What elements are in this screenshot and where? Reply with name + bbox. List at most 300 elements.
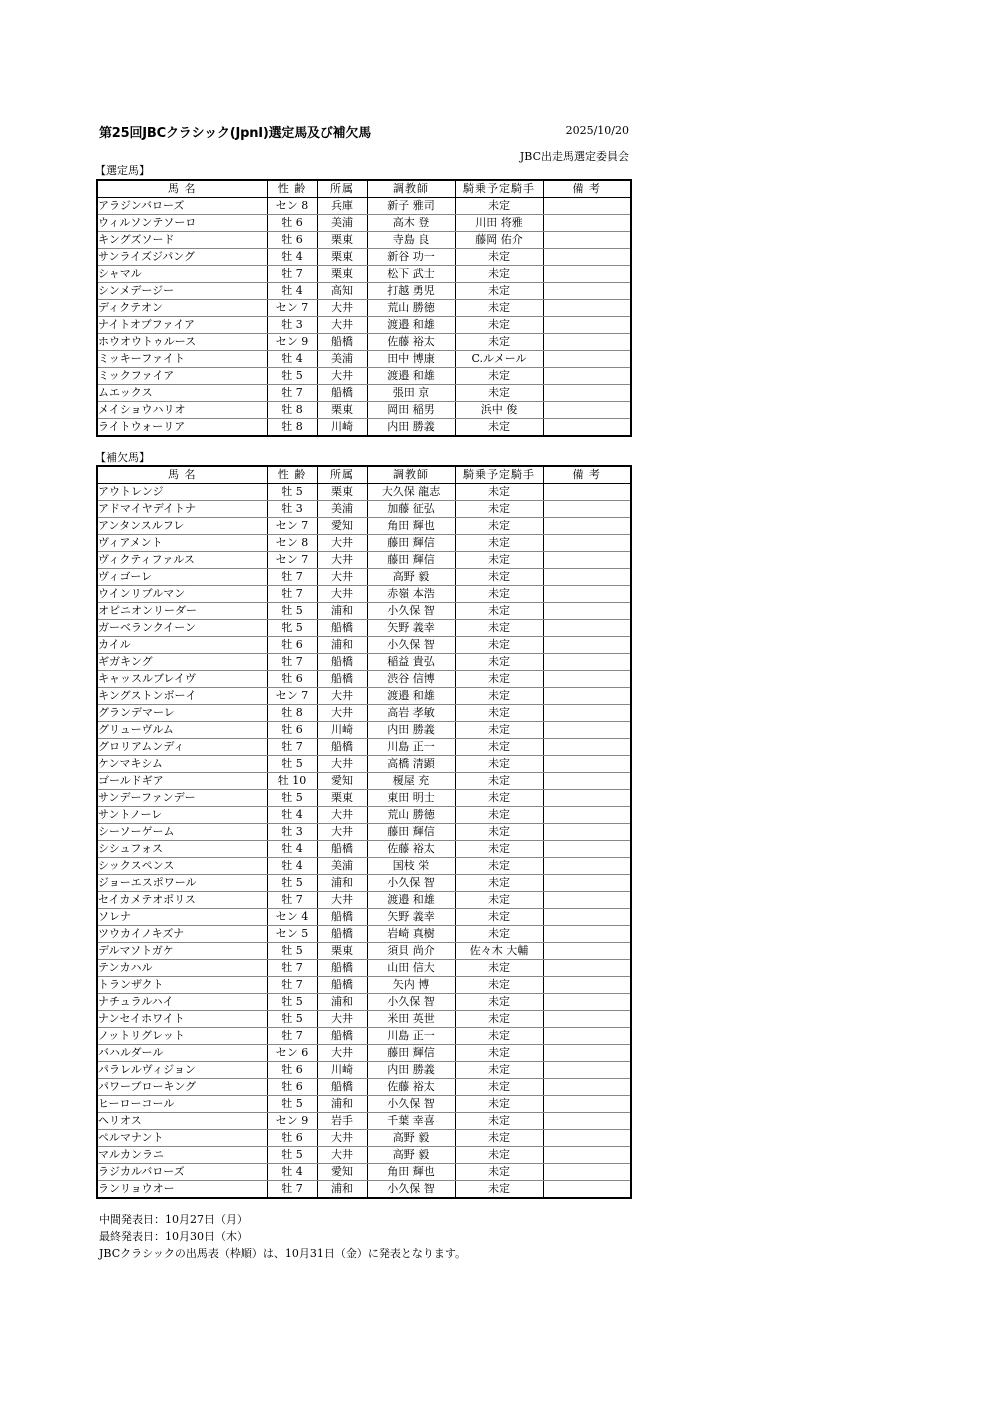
- remarks-cell: [543, 1181, 631, 1199]
- table-row: [97, 317, 631, 334]
- col-horse-name: 馬 名: [97, 466, 267, 484]
- remarks-cell: [543, 909, 631, 926]
- trainer-cell: 打越 勇児: [367, 283, 455, 300]
- remarks-cell: [543, 215, 631, 232]
- sex-age-cell: 牡 6: [267, 1079, 317, 1096]
- affiliation-cell: 浦和: [317, 1181, 367, 1199]
- sex-age-cell: 牝 5: [267, 620, 317, 637]
- trainer-cell: 高岩 孝敏: [367, 705, 455, 722]
- horse-name-cell: パワーブローキング: [97, 1079, 267, 1096]
- horse-name-cell: ヴィアメント: [97, 535, 267, 552]
- table-row: [97, 960, 631, 977]
- affiliation-cell: 栗東: [317, 484, 367, 501]
- trainer-cell: 米田 英世: [367, 1011, 455, 1028]
- affiliation-cell: 船橋: [317, 654, 367, 671]
- trainer-cell: 渡邉 和雄: [367, 688, 455, 705]
- horse-name-cell: ランリョウオー: [97, 1181, 267, 1199]
- trainer-cell: 佐藤 裕太: [367, 1079, 455, 1096]
- jockey-cell: 未定: [455, 671, 543, 688]
- table-row: [97, 1011, 631, 1028]
- remarks-cell: [543, 402, 631, 419]
- affiliation-cell: 栗東: [317, 790, 367, 807]
- sex-age-cell: 牡 5: [267, 484, 317, 501]
- table-row: [97, 824, 631, 841]
- jockey-cell: 佐々木 大輔: [455, 943, 543, 960]
- table-row: [97, 215, 631, 232]
- horse-name-cell: ムエックス: [97, 385, 267, 402]
- trainer-cell: 佐藤 裕太: [367, 334, 455, 351]
- table-row: [97, 943, 631, 960]
- jockey-cell: 未定: [455, 926, 543, 943]
- trainer-cell: 田中 博康: [367, 351, 455, 368]
- sex-age-cell: 牡 7: [267, 1028, 317, 1045]
- affiliation-cell: 大井: [317, 317, 367, 334]
- remarks-cell: [543, 960, 631, 977]
- table-row: [97, 739, 631, 756]
- trainer-cell: 千葉 幸喜: [367, 1113, 455, 1130]
- trainer-cell: 小久保 智: [367, 603, 455, 620]
- jockey-cell: 浜中 俊: [455, 402, 543, 419]
- trainer-cell: 小久保 智: [367, 637, 455, 654]
- sex-age-cell: 牡 8: [267, 419, 317, 437]
- remarks-cell: [543, 501, 631, 518]
- jockey-cell: 未定: [455, 385, 543, 402]
- horse-name-cell: デルマソトガケ: [97, 943, 267, 960]
- jockey-cell: 未定: [455, 300, 543, 317]
- affiliation-cell: 船橋: [317, 909, 367, 926]
- affiliation-cell: 美浦: [317, 351, 367, 368]
- sex-age-cell: セン 7: [267, 688, 317, 705]
- trainer-cell: 高木 登: [367, 215, 455, 232]
- sex-age-cell: 牡 7: [267, 385, 317, 402]
- sex-age-cell: 牡 6: [267, 671, 317, 688]
- affiliation-cell: 美浦: [317, 858, 367, 875]
- trainer-cell: 渋谷 信博: [367, 671, 455, 688]
- table-row: [97, 858, 631, 875]
- remarks-cell: [543, 892, 631, 909]
- remarks-cell: [543, 266, 631, 283]
- horse-name-cell: ディクテオン: [97, 300, 267, 317]
- affiliation-cell: 愛知: [317, 518, 367, 535]
- jockey-cell: 未定: [455, 960, 543, 977]
- footnote-final-date: 最終発表日：10月30日（木）: [99, 1230, 248, 1243]
- affiliation-cell: 高知: [317, 283, 367, 300]
- remarks-cell: [543, 300, 631, 317]
- sex-age-cell: 牡 5: [267, 1011, 317, 1028]
- selected-horses-table: [96, 179, 632, 437]
- remarks-cell: [543, 977, 631, 994]
- remarks-cell: [543, 654, 631, 671]
- table-row: [97, 603, 631, 620]
- sex-age-cell: 牡 7: [267, 739, 317, 756]
- jockey-cell: 未定: [455, 368, 543, 385]
- trainer-cell: 川島 正一: [367, 1028, 455, 1045]
- sex-age-cell: 牡 4: [267, 249, 317, 266]
- trainer-cell: 榎屋 充: [367, 773, 455, 790]
- col-jockey: 騎乗予定騎手: [455, 180, 543, 198]
- table-row: [97, 402, 631, 419]
- trainer-cell: 高野 毅: [367, 1130, 455, 1147]
- affiliation-cell: 大井: [317, 824, 367, 841]
- col-affiliation: 所属: [317, 466, 367, 484]
- trainer-cell: 内田 勝義: [367, 722, 455, 739]
- remarks-cell: [543, 620, 631, 637]
- jockey-cell: 未定: [455, 722, 543, 739]
- jockey-cell: 未定: [455, 977, 543, 994]
- table-row: [97, 283, 631, 300]
- remarks-cell: [543, 552, 631, 569]
- trainer-cell: 藤田 輝信: [367, 535, 455, 552]
- horse-name-cell: サントノーレ: [97, 807, 267, 824]
- trainer-cell: 大久保 龍志: [367, 484, 455, 501]
- horse-name-cell: ガーベランクイーン: [97, 620, 267, 637]
- remarks-cell: [543, 1079, 631, 1096]
- trainer-cell: 渡邉 和雄: [367, 368, 455, 385]
- sex-age-cell: セン 8: [267, 198, 317, 215]
- col-trainer: 調教師: [367, 466, 455, 484]
- trainer-cell: 藤田 輝信: [367, 1045, 455, 1062]
- horse-name-cell: グリューヴルム: [97, 722, 267, 739]
- remarks-cell: [543, 1062, 631, 1079]
- remarks-cell: [543, 637, 631, 654]
- trainer-cell: 藤田 輝信: [367, 824, 455, 841]
- table-row: [97, 249, 631, 266]
- remarks-cell: [543, 1113, 631, 1130]
- jockey-cell: 未定: [455, 1181, 543, 1199]
- jockey-cell: 未定: [455, 1062, 543, 1079]
- sex-age-cell: 牡 6: [267, 1130, 317, 1147]
- remarks-cell: [543, 790, 631, 807]
- trainer-cell: 寺島 良: [367, 232, 455, 249]
- affiliation-cell: 浦和: [317, 1096, 367, 1113]
- trainer-cell: 角田 輝也: [367, 518, 455, 535]
- table-row: [97, 1164, 631, 1181]
- remarks-cell: [543, 283, 631, 300]
- table-row: [97, 926, 631, 943]
- jockey-cell: 未定: [455, 586, 543, 603]
- table-row: [97, 1130, 631, 1147]
- sex-age-cell: 牡 6: [267, 1062, 317, 1079]
- sex-age-cell: 牡 7: [267, 569, 317, 586]
- trainer-cell: 高野 毅: [367, 569, 455, 586]
- table-row: [97, 807, 631, 824]
- jockey-cell: 未定: [455, 824, 543, 841]
- affiliation-cell: 船橋: [317, 960, 367, 977]
- table-row: [97, 875, 631, 892]
- trainer-cell: 須貝 尚介: [367, 943, 455, 960]
- remarks-cell: [543, 334, 631, 351]
- affiliation-cell: 大井: [317, 756, 367, 773]
- sex-age-cell: 牡 6: [267, 722, 317, 739]
- jockey-cell: 未定: [455, 518, 543, 535]
- committee-name: JBC出走馬選定委員会: [519, 150, 629, 163]
- col-horse-name: 馬 名: [97, 180, 267, 198]
- table-row: [97, 385, 631, 402]
- affiliation-cell: 大井: [317, 807, 367, 824]
- remarks-cell: [543, 756, 631, 773]
- jockey-cell: 未定: [455, 535, 543, 552]
- affiliation-cell: 川崎: [317, 722, 367, 739]
- horse-name-cell: ナチュラルハイ: [97, 994, 267, 1011]
- horse-name-cell: ケンマキシム: [97, 756, 267, 773]
- sex-age-cell: 牡 7: [267, 266, 317, 283]
- remarks-cell: [543, 351, 631, 368]
- table-row: [97, 620, 631, 637]
- table-row: [97, 1062, 631, 1079]
- jockey-cell: 未定: [455, 739, 543, 756]
- jockey-cell: 未定: [455, 1096, 543, 1113]
- col-remarks: 備 考: [543, 180, 631, 198]
- sex-age-cell: 牡 8: [267, 402, 317, 419]
- jockey-cell: 未定: [455, 620, 543, 637]
- remarks-cell: [543, 518, 631, 535]
- trainer-cell: 矢野 義幸: [367, 909, 455, 926]
- affiliation-cell: 川崎: [317, 419, 367, 437]
- affiliation-cell: 栗東: [317, 402, 367, 419]
- horse-name-cell: キャッスルブレイヴ: [97, 671, 267, 688]
- remarks-cell: [543, 1130, 631, 1147]
- sex-age-cell: 牡 5: [267, 790, 317, 807]
- horse-name-cell: バハルダール: [97, 1045, 267, 1062]
- table-row: [97, 368, 631, 385]
- trainer-cell: 小久保 智: [367, 1181, 455, 1199]
- remarks-cell: [543, 317, 631, 334]
- trainer-cell: 矢野 義幸: [367, 620, 455, 637]
- horse-name-cell: カイル: [97, 637, 267, 654]
- trainer-cell: 矢内 博: [367, 977, 455, 994]
- sex-age-cell: 牡 3: [267, 501, 317, 518]
- horse-name-cell: ミッキーファイト: [97, 351, 267, 368]
- affiliation-cell: 栗東: [317, 249, 367, 266]
- jockey-cell: 未定: [455, 1164, 543, 1181]
- remarks-cell: [543, 807, 631, 824]
- table-row: [97, 790, 631, 807]
- sex-age-cell: セン 5: [267, 926, 317, 943]
- trainer-cell: 高野 毅: [367, 1147, 455, 1164]
- horse-name-cell: アラジンバローズ: [97, 198, 267, 215]
- jockey-cell: 未定: [455, 198, 543, 215]
- jockey-cell: 未定: [455, 807, 543, 824]
- document-title: 第25回JBCクラシック(JpnⅠ)選定馬及び補欠馬: [99, 126, 372, 141]
- sex-age-cell: 牡 5: [267, 875, 317, 892]
- trainer-cell: 張田 京: [367, 385, 455, 402]
- horse-name-cell: アドマイヤデイトナ: [97, 501, 267, 518]
- table-row: [97, 232, 631, 249]
- jockey-cell: 未定: [455, 569, 543, 586]
- sex-age-cell: 牡 4: [267, 351, 317, 368]
- jockey-cell: 未定: [455, 1079, 543, 1096]
- affiliation-cell: 大井: [317, 552, 367, 569]
- trainer-cell: 佐藤 裕太: [367, 841, 455, 858]
- horse-name-cell: ナイトオブファイア: [97, 317, 267, 334]
- trainer-cell: 加藤 征弘: [367, 501, 455, 518]
- affiliation-cell: 大井: [317, 586, 367, 603]
- sex-age-cell: 牡 5: [267, 1096, 317, 1113]
- sex-age-cell: 牡 7: [267, 654, 317, 671]
- jockey-cell: 未定: [455, 1045, 543, 1062]
- affiliation-cell: 船橋: [317, 334, 367, 351]
- table-row: [97, 518, 631, 535]
- col-sex-age: 性 齢: [267, 180, 317, 198]
- jockey-cell: 未定: [455, 484, 543, 501]
- jockey-cell: 未定: [455, 858, 543, 875]
- table-row: [97, 501, 631, 518]
- table-row: [97, 705, 631, 722]
- jockey-cell: 未定: [455, 790, 543, 807]
- trainer-cell: 新子 雅司: [367, 198, 455, 215]
- remarks-cell: [543, 841, 631, 858]
- jockey-cell: 未定: [455, 875, 543, 892]
- jockey-cell: 未定: [455, 994, 543, 1011]
- affiliation-cell: 美浦: [317, 215, 367, 232]
- jockey-cell: 川田 将雅: [455, 215, 543, 232]
- jockey-cell: 未定: [455, 688, 543, 705]
- affiliation-cell: 大井: [317, 705, 367, 722]
- table-row: [97, 654, 631, 671]
- sex-age-cell: セン 9: [267, 334, 317, 351]
- remarks-cell: [543, 419, 631, 437]
- remarks-cell: [543, 198, 631, 215]
- jockey-cell: 未定: [455, 841, 543, 858]
- horse-name-cell: ヴィクティファルス: [97, 552, 267, 569]
- table-row: [97, 1079, 631, 1096]
- trainer-cell: 川島 正一: [367, 739, 455, 756]
- affiliation-cell: 愛知: [317, 1164, 367, 1181]
- horse-name-cell: ホウオウトゥルース: [97, 334, 267, 351]
- sex-age-cell: 牡 5: [267, 603, 317, 620]
- table-row: [97, 909, 631, 926]
- horse-name-cell: キングストンボーイ: [97, 688, 267, 705]
- affiliation-cell: 船橋: [317, 977, 367, 994]
- jockey-cell: 未定: [455, 552, 543, 569]
- jockey-cell: 未定: [455, 756, 543, 773]
- affiliation-cell: 大井: [317, 368, 367, 385]
- jockey-cell: 藤岡 佑介: [455, 232, 543, 249]
- remarks-cell: [543, 926, 631, 943]
- affiliation-cell: 川崎: [317, 1062, 367, 1079]
- horse-name-cell: ヒーローコール: [97, 1096, 267, 1113]
- affiliation-cell: 浦和: [317, 994, 367, 1011]
- table-row: [97, 569, 631, 586]
- sex-age-cell: 牡 4: [267, 283, 317, 300]
- affiliation-cell: 浦和: [317, 603, 367, 620]
- remarks-cell: [543, 773, 631, 790]
- sex-age-cell: 牡 5: [267, 1147, 317, 1164]
- horse-name-cell: ラジカルバローズ: [97, 1164, 267, 1181]
- remarks-cell: [543, 1164, 631, 1181]
- remarks-cell: [543, 368, 631, 385]
- table-row: [97, 756, 631, 773]
- sex-age-cell: 牡 4: [267, 841, 317, 858]
- jockey-cell: 未定: [455, 419, 543, 437]
- trainer-cell: 小久保 智: [367, 875, 455, 892]
- affiliation-cell: 大井: [317, 1011, 367, 1028]
- horse-name-cell: ツウカイノキズナ: [97, 926, 267, 943]
- affiliation-cell: 大井: [317, 688, 367, 705]
- sex-age-cell: セン 9: [267, 1113, 317, 1130]
- horse-name-cell: サンデーファンデー: [97, 790, 267, 807]
- remarks-cell: [543, 824, 631, 841]
- affiliation-cell: 大井: [317, 1130, 367, 1147]
- horse-name-cell: アウトレンジ: [97, 484, 267, 501]
- jockey-cell: 未定: [455, 654, 543, 671]
- sex-age-cell: 牡 3: [267, 824, 317, 841]
- sex-age-cell: セン 7: [267, 552, 317, 569]
- col-remarks: 備 考: [543, 466, 631, 484]
- trainer-cell: 岡田 稲男: [367, 402, 455, 419]
- table-row: [97, 688, 631, 705]
- sex-age-cell: 牡 6: [267, 637, 317, 654]
- horse-name-cell: ミックファイア: [97, 368, 267, 385]
- affiliation-cell: 愛知: [317, 773, 367, 790]
- sex-age-cell: セン 7: [267, 300, 317, 317]
- remarks-cell: [543, 722, 631, 739]
- table-row: [97, 1181, 631, 1199]
- table-row: [97, 586, 631, 603]
- jockey-cell: 未定: [455, 637, 543, 654]
- horse-name-cell: ヘリオス: [97, 1113, 267, 1130]
- remarks-cell: [543, 586, 631, 603]
- col-jockey: 騎乗予定騎手: [455, 466, 543, 484]
- horse-name-cell: ナンセイホワイト: [97, 1011, 267, 1028]
- affiliation-cell: 大井: [317, 300, 367, 317]
- table-row: [97, 1045, 631, 1062]
- affiliation-cell: 浦和: [317, 637, 367, 654]
- horse-name-cell: ウインリブルマン: [97, 586, 267, 603]
- affiliation-cell: 大井: [317, 535, 367, 552]
- table-row: [97, 671, 631, 688]
- sex-age-cell: セン 6: [267, 1045, 317, 1062]
- horse-name-cell: ウィルソンテソーロ: [97, 215, 267, 232]
- sex-age-cell: 牡 6: [267, 215, 317, 232]
- horse-name-cell: シンメデージー: [97, 283, 267, 300]
- trainer-cell: 小久保 智: [367, 1096, 455, 1113]
- sex-age-cell: 牡 5: [267, 756, 317, 773]
- jockey-cell: 未定: [455, 603, 543, 620]
- affiliation-cell: 船橋: [317, 385, 367, 402]
- horse-name-cell: ソレナ: [97, 909, 267, 926]
- remarks-cell: [543, 1028, 631, 1045]
- table-row: [97, 198, 631, 215]
- remarks-cell: [543, 943, 631, 960]
- trainer-cell: 荒山 勝徳: [367, 300, 455, 317]
- horse-name-cell: サンライズジパング: [97, 249, 267, 266]
- horse-name-cell: ギガキング: [97, 654, 267, 671]
- table-row: [97, 300, 631, 317]
- remarks-cell: [543, 249, 631, 266]
- sex-age-cell: 牡 7: [267, 892, 317, 909]
- table-row: [97, 1147, 631, 1164]
- horse-name-cell: ノットリグレット: [97, 1028, 267, 1045]
- trainer-cell: 藤田 輝信: [367, 552, 455, 569]
- table-row: [97, 773, 631, 790]
- jockey-cell: 未定: [455, 317, 543, 334]
- remarks-cell: [543, 739, 631, 756]
- horse-name-cell: マルカンラニ: [97, 1147, 267, 1164]
- trainer-cell: 内田 勝義: [367, 1062, 455, 1079]
- horse-name-cell: キングズソード: [97, 232, 267, 249]
- col-affiliation: 所属: [317, 180, 367, 198]
- trainer-cell: 渡邉 和雄: [367, 892, 455, 909]
- sex-age-cell: 牡 5: [267, 368, 317, 385]
- horse-name-cell: ゴールドギア: [97, 773, 267, 790]
- remarks-cell: [543, 385, 631, 402]
- remarks-cell: [543, 569, 631, 586]
- table-row: [97, 419, 631, 437]
- trainer-cell: 荒山 勝徳: [367, 807, 455, 824]
- sex-age-cell: セン 7: [267, 518, 317, 535]
- jockey-cell: 未定: [455, 1028, 543, 1045]
